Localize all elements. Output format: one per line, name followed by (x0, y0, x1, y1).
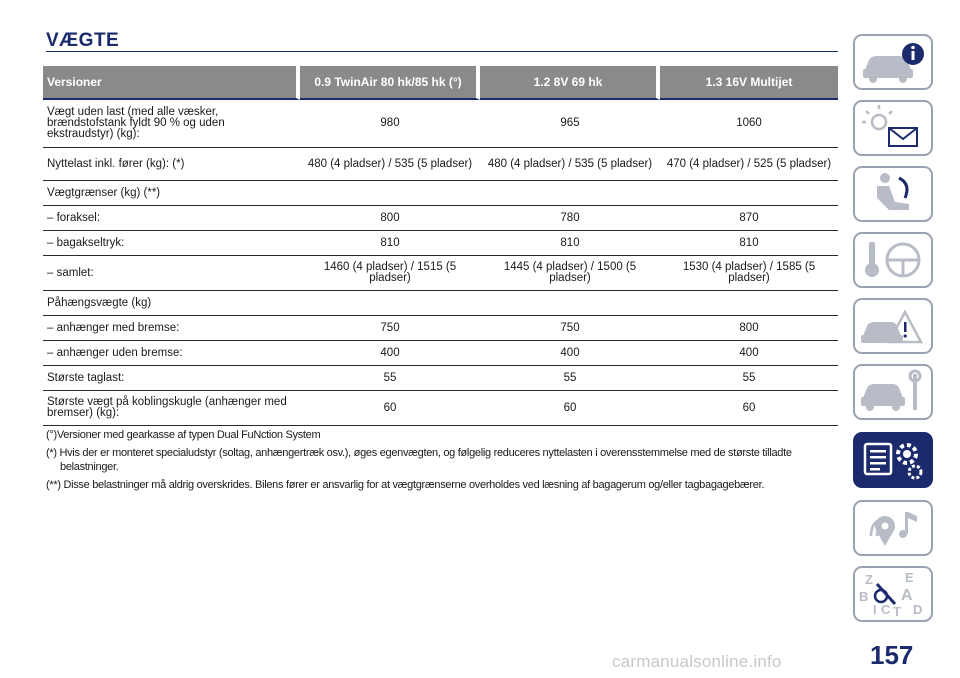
table-row (43, 181, 838, 206)
cell-value: 1530 (4 pladser) / 1585 (5 pladser) (660, 256, 838, 291)
table-row (43, 100, 838, 148)
cell-value: 55 (660, 366, 838, 391)
table-row (43, 231, 838, 256)
table-row (43, 256, 838, 291)
cell-value: 400 (480, 341, 660, 366)
index-letter: C (881, 602, 891, 617)
table-row (43, 391, 838, 426)
table-row (43, 341, 838, 366)
cell-value: 800 (300, 206, 480, 231)
row-label: – anhænger uden bremse: (43, 341, 300, 366)
cell-value: 810 (480, 231, 660, 256)
row-label-text: Vægtgrænser (kg) (47, 186, 141, 199)
table-row (43, 206, 838, 231)
key-steering-wheel-icon[interactable] (853, 232, 933, 288)
page-number: 157 (870, 640, 914, 670)
column-header: 1.3 16V Multijet (660, 66, 838, 100)
table-row (43, 316, 838, 341)
table-row (43, 148, 838, 181)
column-header: 1.2 8V 69 hk (480, 66, 660, 100)
index-letter: Z (865, 572, 873, 587)
cell-value (660, 291, 838, 316)
index-letter: T (893, 604, 901, 619)
row-label: Største vægt på koblingskugle (anhænger med bremser) (kg): (43, 391, 300, 426)
alphabetical-index-icon[interactable] (853, 566, 933, 622)
row-label: Største taglast: (43, 366, 300, 391)
multimedia-icon[interactable] (853, 500, 933, 556)
cell-value: 800 (660, 316, 838, 341)
car-info-icon[interactable] (853, 34, 933, 90)
column-header: 0.9 TwinAir 80 hk/85 hk (°) (300, 66, 480, 100)
cell-value: 750 (300, 316, 480, 341)
section-title: VÆGTE (46, 30, 120, 51)
index-letter: I (873, 602, 877, 617)
cell-value: 55 (480, 366, 660, 391)
footnote-mark: (*) (172, 157, 185, 170)
footnotes (46, 428, 838, 496)
row-label: – samlet: (43, 256, 300, 291)
cell-value: 55 (300, 366, 480, 391)
cell-value: 400 (660, 341, 838, 366)
title-divider (46, 51, 838, 52)
cell-value (480, 291, 660, 316)
table-row (43, 366, 838, 391)
cell-value: 810 (660, 231, 838, 256)
cell-value: 750 (480, 316, 660, 341)
cell-value: 60 (300, 391, 480, 426)
cell-value: 470 (4 pladser) / 525 (5 pladser) (660, 148, 838, 181)
weights-table (43, 66, 838, 426)
car-wrench-icon[interactable] (853, 364, 933, 420)
footnote: (**) Disse belastninger må aldrig overskrides. Bilens fører er ansvarlig for at vægtgrænserne overholdes ved læsning af bagagerum og/eller tagbagagebærer. (46, 479, 765, 491)
cell-value: 400 (300, 341, 480, 366)
footnote: (*) Hvis der er monteret specialudstyr (soltag, anhængertræk osv.), øges egenvægten, og følgelig reduceres nyttelasten i overensstemmelse med de største tilladte belastninger. (46, 447, 792, 473)
row-label: – bagakseltryk: (43, 231, 300, 256)
cell-value: 1460 (4 pladser) / 1515 (5 pladser) (300, 256, 480, 291)
row-label: – anhænger med bremse: (43, 316, 300, 341)
car-crash-warning-icon[interactable] (853, 298, 933, 354)
column-header: Versioner (43, 66, 300, 100)
cell-value: 60 (480, 391, 660, 426)
cell-value: 980 (300, 100, 480, 148)
row-label: Vægt uden last (med alle væsker, brændstofstank fyldt 90 % og uden ekstraudstyr) (kg): (43, 100, 300, 148)
row-label: Påhængsvægte (kg) (43, 291, 300, 316)
cell-value: 480 (4 pladser) / 535 (5 pladser) (300, 148, 480, 181)
row-label (43, 181, 300, 206)
footnote: (°)Versioner med gearkasse af typen Dual FuNction System (46, 429, 321, 441)
cell-value: 60 (660, 391, 838, 426)
table-row (43, 291, 838, 316)
cell-value: 870 (660, 206, 838, 231)
row-label-text: Nyttelast inkl. fører (kg): (47, 157, 170, 170)
row-label (43, 148, 300, 181)
cell-value (480, 181, 660, 206)
row-label: – foraksel: (43, 206, 300, 231)
index-letter: D (913, 602, 923, 617)
cell-value (660, 181, 838, 206)
specs-gear-icon[interactable] (853, 432, 933, 488)
warning-light-envelope-icon[interactable] (853, 100, 933, 156)
cell-value: 965 (480, 100, 660, 148)
table-header-row (43, 66, 838, 100)
index-letter: B (859, 589, 869, 604)
cell-value: 1445 (4 pladser) / 1500 (5 pladser) (480, 256, 660, 291)
watermark: carmanualsonline.info (612, 652, 782, 671)
cell-value: 780 (480, 206, 660, 231)
footnote-mark: (**) (143, 186, 161, 199)
index-letter: E (905, 570, 914, 585)
cell-value: 810 (300, 231, 480, 256)
cell-value: 480 (4 pladser) / 535 (5 pladser) (480, 148, 660, 181)
seat-airbag-icon[interactable] (853, 166, 933, 222)
cell-value (300, 181, 480, 206)
cell-value (300, 291, 480, 316)
index-letter: A (901, 587, 913, 604)
cell-value: 1060 (660, 100, 838, 148)
